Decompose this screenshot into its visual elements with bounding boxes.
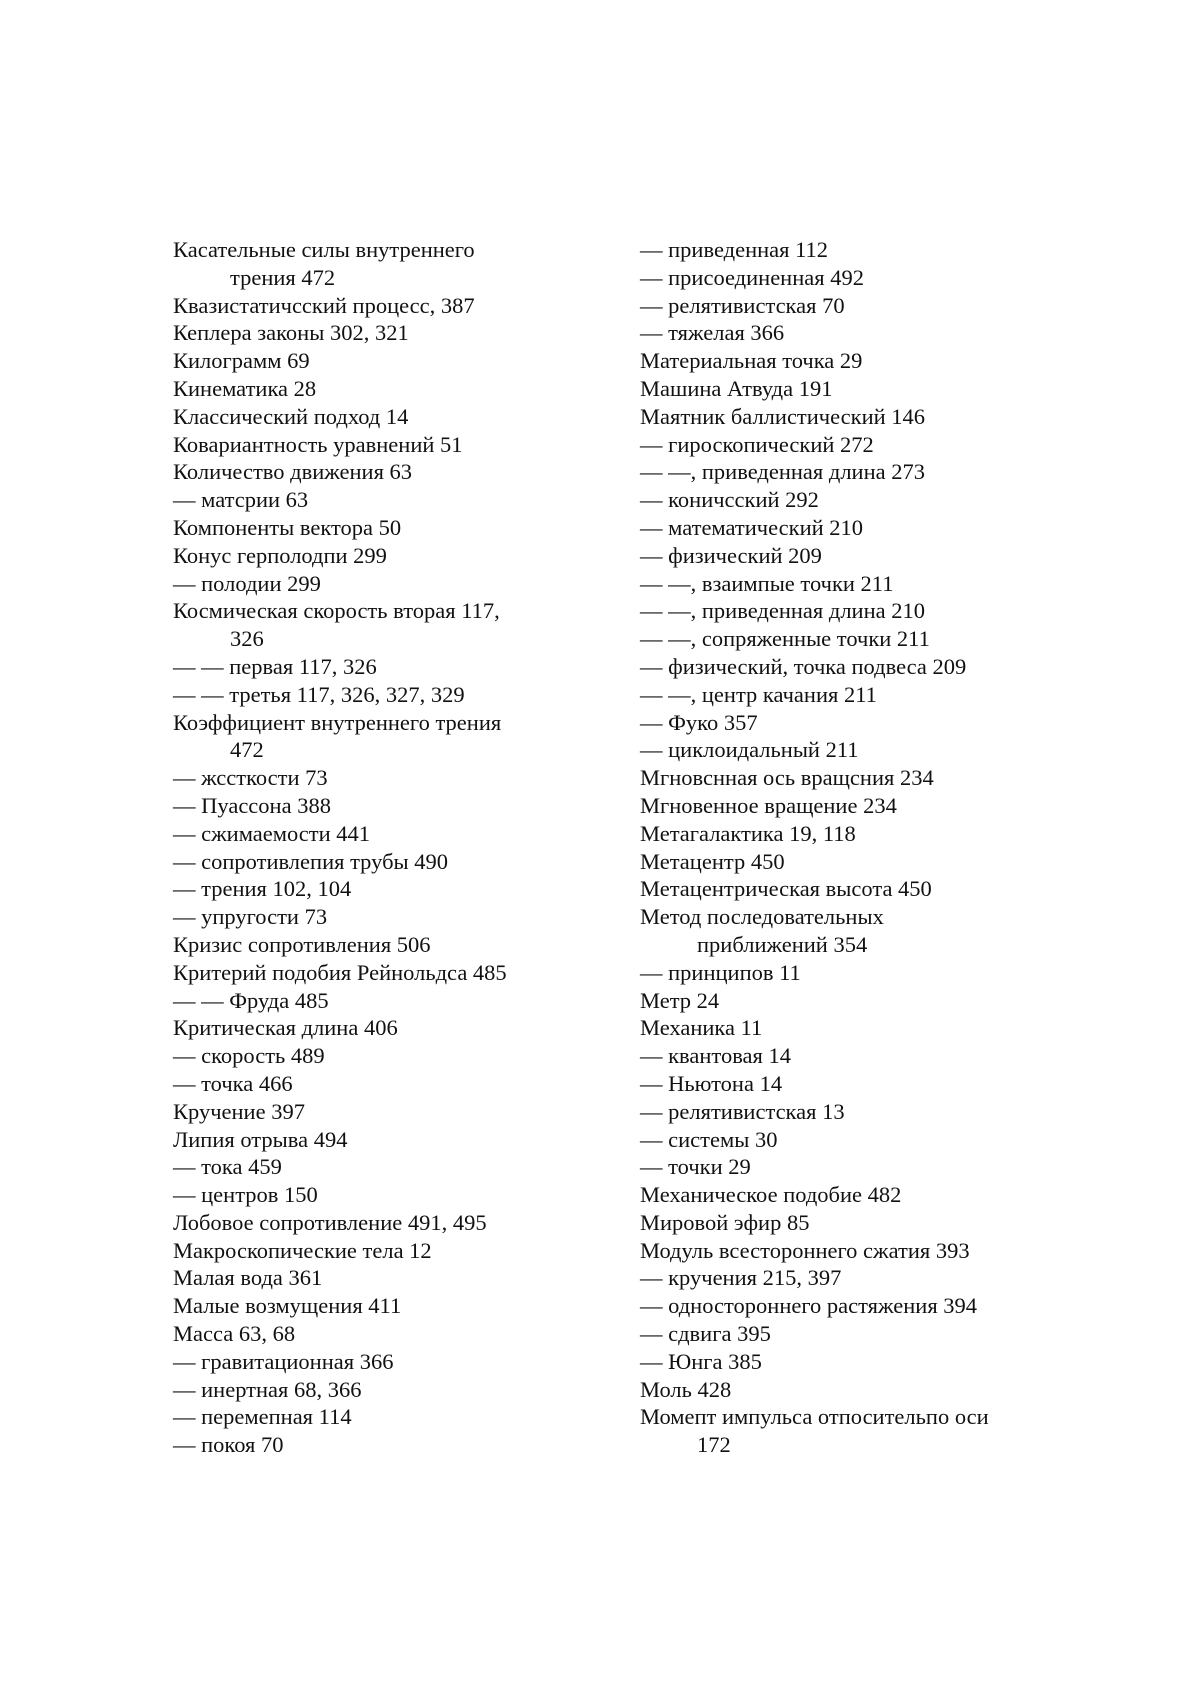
- index-entry: Количество движения 63: [173, 459, 413, 485]
- index-entry: Кризис сопротивления 506: [173, 931, 431, 957]
- index-entry: — коничсский 292: [640, 487, 819, 513]
- index-entry: — точки 29: [640, 1154, 751, 1180]
- index-entry: — упругости 73: [173, 904, 328, 930]
- index-entry: — квантовая 14: [640, 1043, 791, 1069]
- index-entry: — принципов 11: [640, 959, 801, 985]
- index-entry: — полодии 299: [173, 570, 321, 596]
- index-entry: Машина Атвуда 191: [640, 375, 833, 401]
- index-entry: Малые возмущения 411: [173, 1293, 402, 1319]
- index-entry: — тяжелая 366: [640, 320, 785, 346]
- index-entry: Маятник баллистический 146: [640, 403, 926, 429]
- index-entry: — Фуко 357: [640, 709, 758, 735]
- index-entry: — сопротивлепия трубы 490: [173, 848, 449, 874]
- index-entry: — кручения 215, 397: [640, 1265, 842, 1291]
- index-entry: Материальная точка 29: [640, 348, 863, 374]
- index-entry: Кручение 397: [173, 1098, 305, 1124]
- index-entry: — Ньютона 14: [640, 1070, 783, 1096]
- index-entry: — — первая 117, 326: [173, 653, 377, 679]
- index-entry: Конус герполодпи 299: [173, 542, 387, 568]
- index-entry: Липия отрыва 494: [173, 1126, 348, 1152]
- index-entry: Квазистатичсский процесс, 387: [173, 292, 475, 318]
- index-entry-continuation: 172: [697, 1432, 731, 1458]
- index-entry-continuation: трения 472: [230, 264, 336, 290]
- index-entry: — физический 209: [640, 542, 822, 568]
- index-entry: Мировой эфир 85: [640, 1209, 810, 1235]
- index-entry: Метацентр 450: [640, 848, 785, 874]
- index-entry: — —, взаимпые точки 211: [640, 570, 894, 596]
- index-entry: — сжимаемости 441: [173, 820, 371, 846]
- index-entry: — гравитационная 366: [173, 1348, 394, 1374]
- index-entry: Критерий подобия Рейнольдса 485: [173, 959, 507, 985]
- index-entry: Кеплера законы 302, 321: [173, 320, 409, 346]
- index-entry: — системы 30: [640, 1126, 778, 1152]
- index-entry: Макроскопические тела 12: [173, 1237, 432, 1263]
- index-column-right: [640, 236, 989, 1459]
- index-entry: Масса 63, 68: [173, 1321, 296, 1347]
- index-entry: Моль 428: [640, 1376, 732, 1402]
- index-entry: Кинематика 28: [173, 375, 317, 401]
- index-entry: — жссткости 73: [173, 765, 328, 791]
- index-entry: Метацентрическая высота 450: [640, 876, 932, 902]
- index-entry: — присоединенная 492: [640, 264, 864, 290]
- index-entry: — релятивистская 70: [640, 292, 845, 318]
- index-entry: — математический 210: [640, 514, 864, 540]
- index-entry: Метод последовательных: [640, 904, 884, 930]
- index-entry: Килограмм 69: [173, 348, 310, 374]
- index-entry: Мгновенное вращение 234: [640, 792, 897, 818]
- index-entry: Метагалактика 19, 118: [640, 820, 856, 846]
- index-entry: Классический подход 14: [173, 403, 409, 429]
- index-entry: — покоя 70: [173, 1432, 284, 1458]
- index-entry: Компоненты вектора 50: [173, 514, 402, 540]
- index-entry: — релятивистская 13: [640, 1098, 845, 1124]
- index-entry: Метр 24: [640, 987, 720, 1013]
- index-entry: — — третья 117, 326, 327, 329: [173, 681, 465, 707]
- index-entry: — гироскопический 272: [640, 431, 874, 457]
- index-entry: — Юнга 385: [640, 1348, 762, 1374]
- index-entry: — одностороннего растяжения 394: [640, 1293, 978, 1319]
- index-entry: — точка 466: [173, 1070, 293, 1096]
- index-entry-continuation: 472: [230, 737, 264, 763]
- index-entry: — инертная 68, 366: [173, 1376, 362, 1402]
- index-entry: — — Фруда 485: [173, 987, 329, 1013]
- index-entry: Механика 11: [640, 1015, 763, 1041]
- index-entry: Критическая длина 406: [173, 1015, 398, 1041]
- index-entry: — циклоидальный 211: [640, 737, 859, 763]
- index-entry: — центров 150: [173, 1182, 318, 1208]
- index-entry: Модуль всестороннего сжатия 393: [640, 1237, 970, 1263]
- index-entry: Коэффициент внутреннего трения: [173, 709, 502, 735]
- index-entry: Ковариантность уравнений 51: [173, 431, 463, 457]
- index-entry: — трения 102, 104: [173, 876, 352, 902]
- index-entry-continuation: приближений 354: [697, 931, 868, 957]
- index-entry: — тока 459: [173, 1154, 282, 1180]
- index-entry: — —, центр качания 211: [640, 681, 877, 707]
- index-entry: Момепт импульса отпосительпо оси: [640, 1404, 989, 1430]
- index-entry: Механическое подобие 482: [640, 1182, 902, 1208]
- index-entry: Малая вода 361: [173, 1265, 323, 1291]
- index-column-left: [173, 236, 507, 1459]
- index-entry: — —, приведенная длина 210: [640, 598, 925, 624]
- index-entry: — матсрии 63: [173, 487, 309, 513]
- index-entry: — Пуассона 388: [173, 792, 331, 818]
- index-entry: Касательные силы внутреннего: [173, 237, 475, 262]
- index-entry: — —, приведенная длина 273: [640, 459, 925, 485]
- index-entry: — приведенная 112: [640, 237, 829, 262]
- index-entry: Лобовое сопротивление 491, 495: [173, 1209, 487, 1235]
- index-entry: Мгновснная ось вращсния 234: [640, 765, 934, 791]
- index-entry: — перемепная 114: [173, 1404, 352, 1430]
- index-entry: Космическая скорость вторая 117,: [173, 598, 500, 624]
- index-entry: — —, сопряженные точки 211: [640, 626, 930, 652]
- index-entry: — физический, точка подвеса 209: [640, 653, 967, 679]
- index-entry-continuation: 326: [230, 626, 264, 652]
- index-entry: — скорость 489: [173, 1043, 325, 1069]
- index-entry: — сдвига 395: [640, 1321, 771, 1347]
